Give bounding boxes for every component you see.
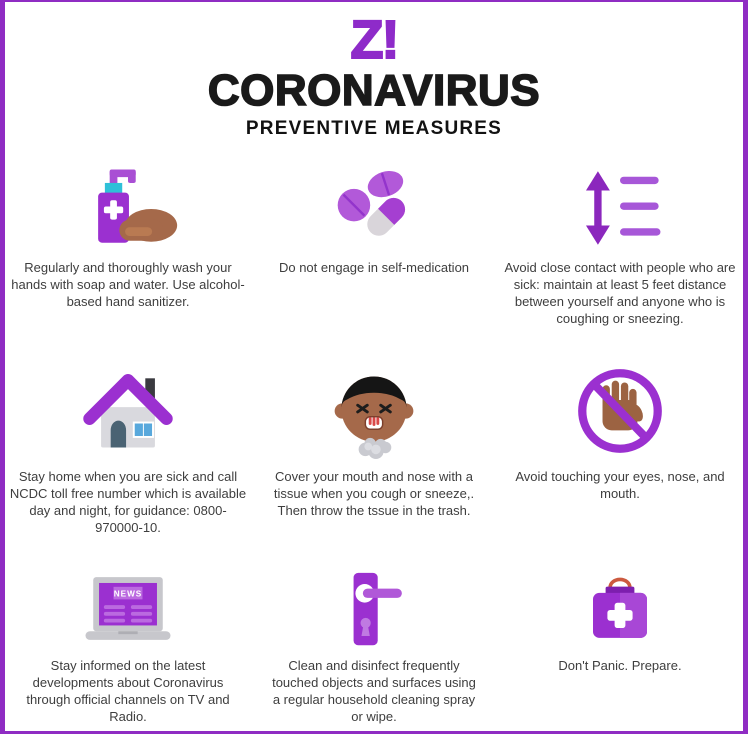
measure-caption: Cover your mouth and nose with a tissue when you cough or sneeze,. Then throw the tssue in the trash.: [273, 469, 475, 518]
first-aid-kit-icon: [575, 570, 665, 650]
measures-row-1: [5, 164, 743, 327]
page-subtitle: PREVENTIVE MEASURES: [245, 118, 503, 139]
hand-sanitizer-icon: [75, 164, 181, 252]
measures-row-2: [5, 361, 743, 536]
page-title: CORONAVIRUS: [207, 66, 541, 115]
house-icon: [78, 361, 178, 461]
news-tv-icon: [72, 570, 184, 650]
tv-news-label: NEWS: [113, 589, 143, 599]
measure-item-wash-hands: [5, 164, 251, 327]
distance-arrows-icon: [574, 164, 666, 252]
measure-item-keep-distance: [497, 164, 743, 327]
measure-item-cover-mouth: [251, 361, 497, 536]
measure-item-dont-panic: [497, 570, 743, 725]
no-touching-hand-icon: [574, 361, 666, 461]
door-handle-icon: [327, 570, 421, 650]
pills-icon: [326, 164, 422, 252]
measure-caption: Stay home when you are sick and call NCDC toll free number which is available day and night, for guidance: 0800-970000-10.: [9, 469, 247, 535]
measure-caption: Regularly and thoroughly wash your hands with soap and water. Use alcohol-based hand sanitizer.: [11, 260, 245, 309]
measure-caption: Avoid close contact with people who are sick: maintain at least 5 feet distance between yourself and anyone who is coughing or sneezing.: [504, 260, 736, 326]
measures-row-3: [5, 570, 743, 725]
measure-item-stay-informed: [5, 570, 251, 725]
measure-item-stay-home: [5, 361, 251, 536]
measure-item-avoid-touching-face: [497, 361, 743, 536]
measure-item-disinfect-surfaces: [251, 570, 497, 725]
measure-caption: Avoid touching your eyes, nose, and mouth.: [515, 469, 725, 501]
measure-caption: Do not engage in self-medication: [278, 260, 470, 275]
measure-caption: Stay informed on the latest developments about Coronavirus through official channels on TV and Radio.: [26, 658, 230, 724]
sneezing-face-icon: [326, 361, 422, 461]
measure-caption: Don't Panic. Prepare.: [558, 658, 682, 673]
z-logo: Z!: [350, 10, 398, 70]
measure-caption: Clean and disinfect frequently touched objects and surfaces using a regular household cleaning spray or wipe.: [272, 658, 476, 724]
measure-item-no-self-medication: [251, 164, 497, 327]
poster-header: [5, 2, 743, 140]
